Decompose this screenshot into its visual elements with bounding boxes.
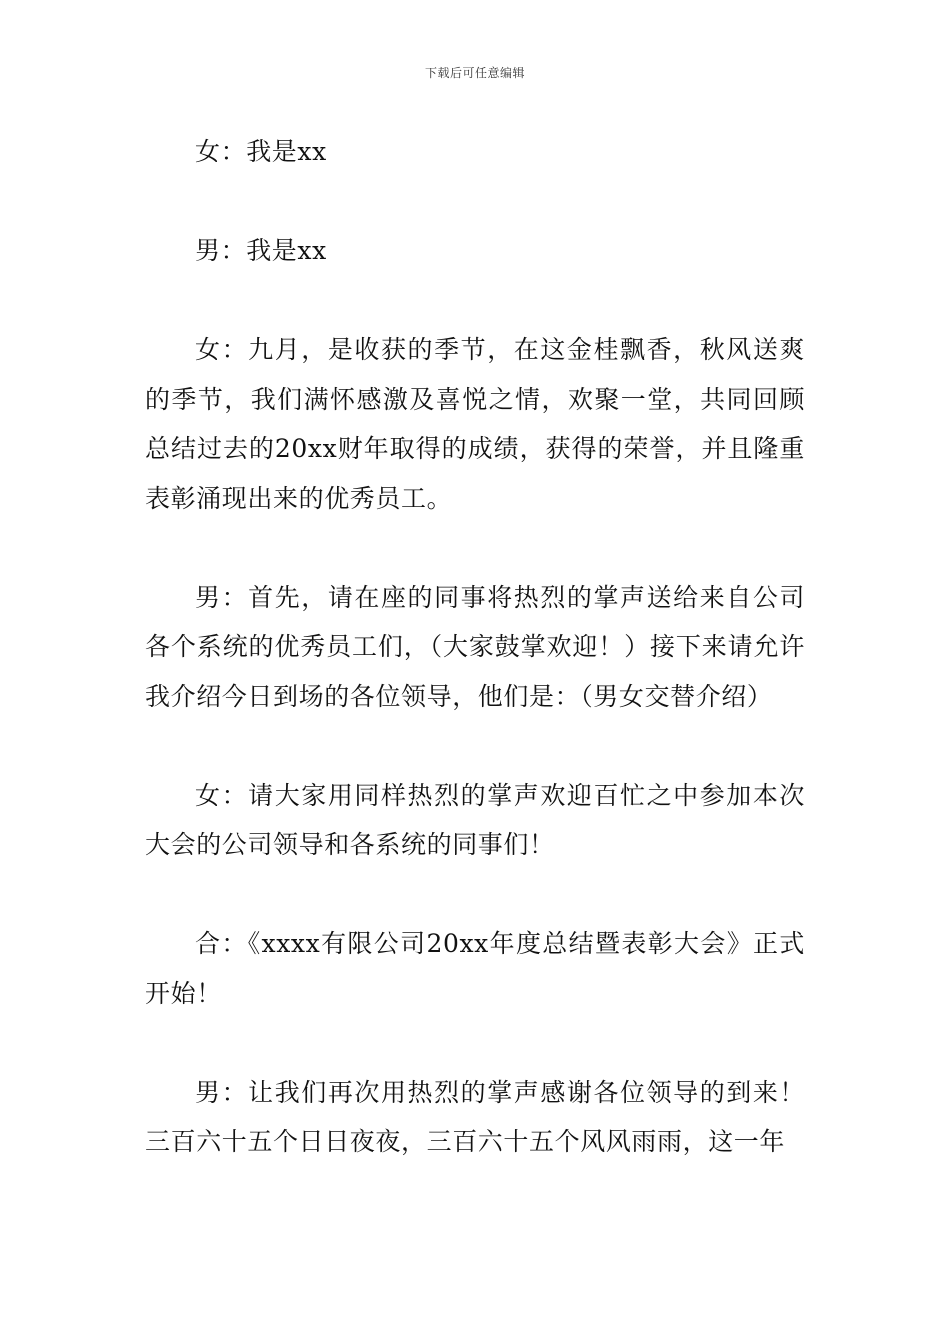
page-header-note: 下载后可任意编辑: [424, 66, 525, 80]
paragraph-female-opening: 女：九月，是收获的季节，在这金桂飘香，秋风送爽的季节，我们满怀感激及喜悦之情，欢聚一堂，共同回顾总结过去的20xx财年取得的成绩，获得的荣誉，并且隆重表彰涌现出来的优秀员工。: [145, 335, 805, 513]
paragraph-male-welcome: 男：首先，请在座的同事将热烈的掌声送给来自公司各个系统的优秀员工们，（大家鼓掌欢迎！）接下来请允许我介绍今日到场的各位领导，他们是：（男女交替介绍）: [145, 582, 805, 711]
paragraph-male-intro: 男：我是xx: [195, 236, 327, 265]
paragraph-together-start: 合：《xxxx有限公司20xx年度总结暨表彰大会》正式开始！: [145, 929, 805, 1008]
paragraph-female-welcome-leaders: 女：请大家用同样热烈的掌声欢迎百忙之中参加本次大会的公司领导和各系统的同事们！: [145, 780, 805, 859]
paragraph-male-thanks: 男：让我们再次用热烈的掌声感谢各位领导的到来！三百六十五个日日夜夜，三百六十五个风风雨雨，这一年: [145, 1077, 805, 1156]
paragraph-female-intro: 女：我是xx: [195, 137, 327, 166]
document-body: [145, 127, 805, 1167]
